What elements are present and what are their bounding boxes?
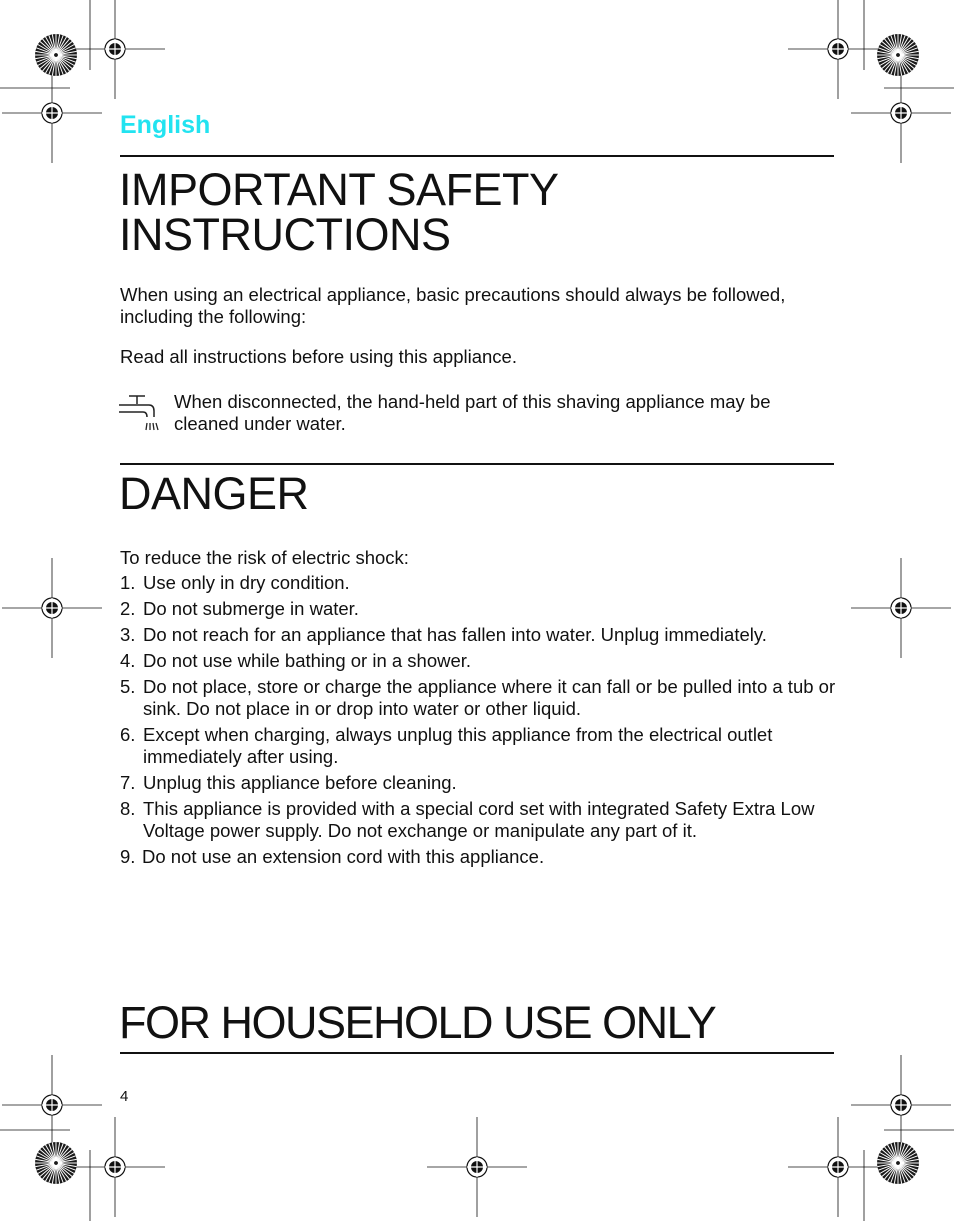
list-text: Do not submerge in water. [143,598,359,619]
list-item [120,650,836,672]
danger-title: DANGER [119,468,309,519]
section-rule [120,1052,834,1054]
print-starburst-icon [35,1142,77,1184]
print-starburst-icon [877,34,919,76]
registration-mark-icon [65,0,165,99]
registration-mark-icon [851,558,951,658]
danger-list [120,572,836,872]
safety-title-line1: IMPORTANT SAFETY [119,164,559,215]
registration-mark-icon [2,1055,102,1155]
safety-title-line2: INSTRUCTIONS [119,209,451,260]
read-all-paragraph: Read all instructions before using this appliance. [120,346,517,367]
section-rule [120,155,834,157]
list-number: 1. [120,572,136,593]
registration-mark-icon [851,1055,951,1155]
intro-paragraph: When using an electrical appliance, basic precautions should always be followed, including the following: [120,284,786,327]
list-text: Except when charging, always unplug this appliance from the electrical outlet immediately after using. [143,724,773,767]
page-number: 4 [120,1088,129,1105]
water-tap-icon [117,393,163,433]
list-number: 3. [120,624,136,645]
list-text: Do not reach for an appliance that has fallen into water. Unplug immediately. [143,624,767,645]
list-number: 5. [120,676,136,697]
list-item [120,798,836,842]
list-number: 7. [120,772,136,793]
registration-mark-icon [2,558,102,658]
list-item [120,624,836,646]
list-text: Do not place, store or charge the appliance where it can fall or be pulled into a tub or sink. Do not place in or drop into water or other liquid. [143,676,836,719]
registration-mark-icon [788,0,888,99]
list-item [120,724,836,768]
list-item [120,846,836,868]
list-item [120,572,836,594]
household-use-title: FOR HOUSEHOLD USE ONLY [119,997,716,1048]
list-number: 8. [120,798,136,819]
registration-mark-icon [65,1117,165,1217]
water-cleaning-note: When disconnected, the hand-held part of this shaving appliance may be cleaned under water. [174,391,771,434]
list-number: 9. [120,846,136,867]
print-starburst-icon [35,34,77,76]
list-item [120,676,836,720]
list-text: Do not use while bathing or in a shower. [143,650,472,671]
danger-lead: To reduce the risk of electric shock: [120,547,409,568]
language-heading: English [120,111,211,139]
list-text: Unplug this appliance before cleaning. [143,772,457,793]
safety-title [119,164,559,260]
registration-mark-icon [788,1117,888,1217]
section-rule [120,463,834,465]
list-text: Use only in dry condition. [143,572,350,593]
print-starburst-icon [877,1142,919,1184]
list-item [120,598,836,620]
list-number: 2. [120,598,136,619]
list-number: 6. [120,724,136,745]
list-text: This appliance is provided with a special cord set with integrated Safety Extra Low Voltage power supply. Do not exchange or manipulate any part of it. [143,798,815,841]
list-item [120,772,836,794]
list-text: Do not use an extension cord with this appliance. [142,846,545,867]
registration-mark-icon [851,63,951,163]
registration-mark-icon [427,1117,527,1217]
registration-mark-icon [2,63,102,163]
list-number: 4. [120,650,136,671]
